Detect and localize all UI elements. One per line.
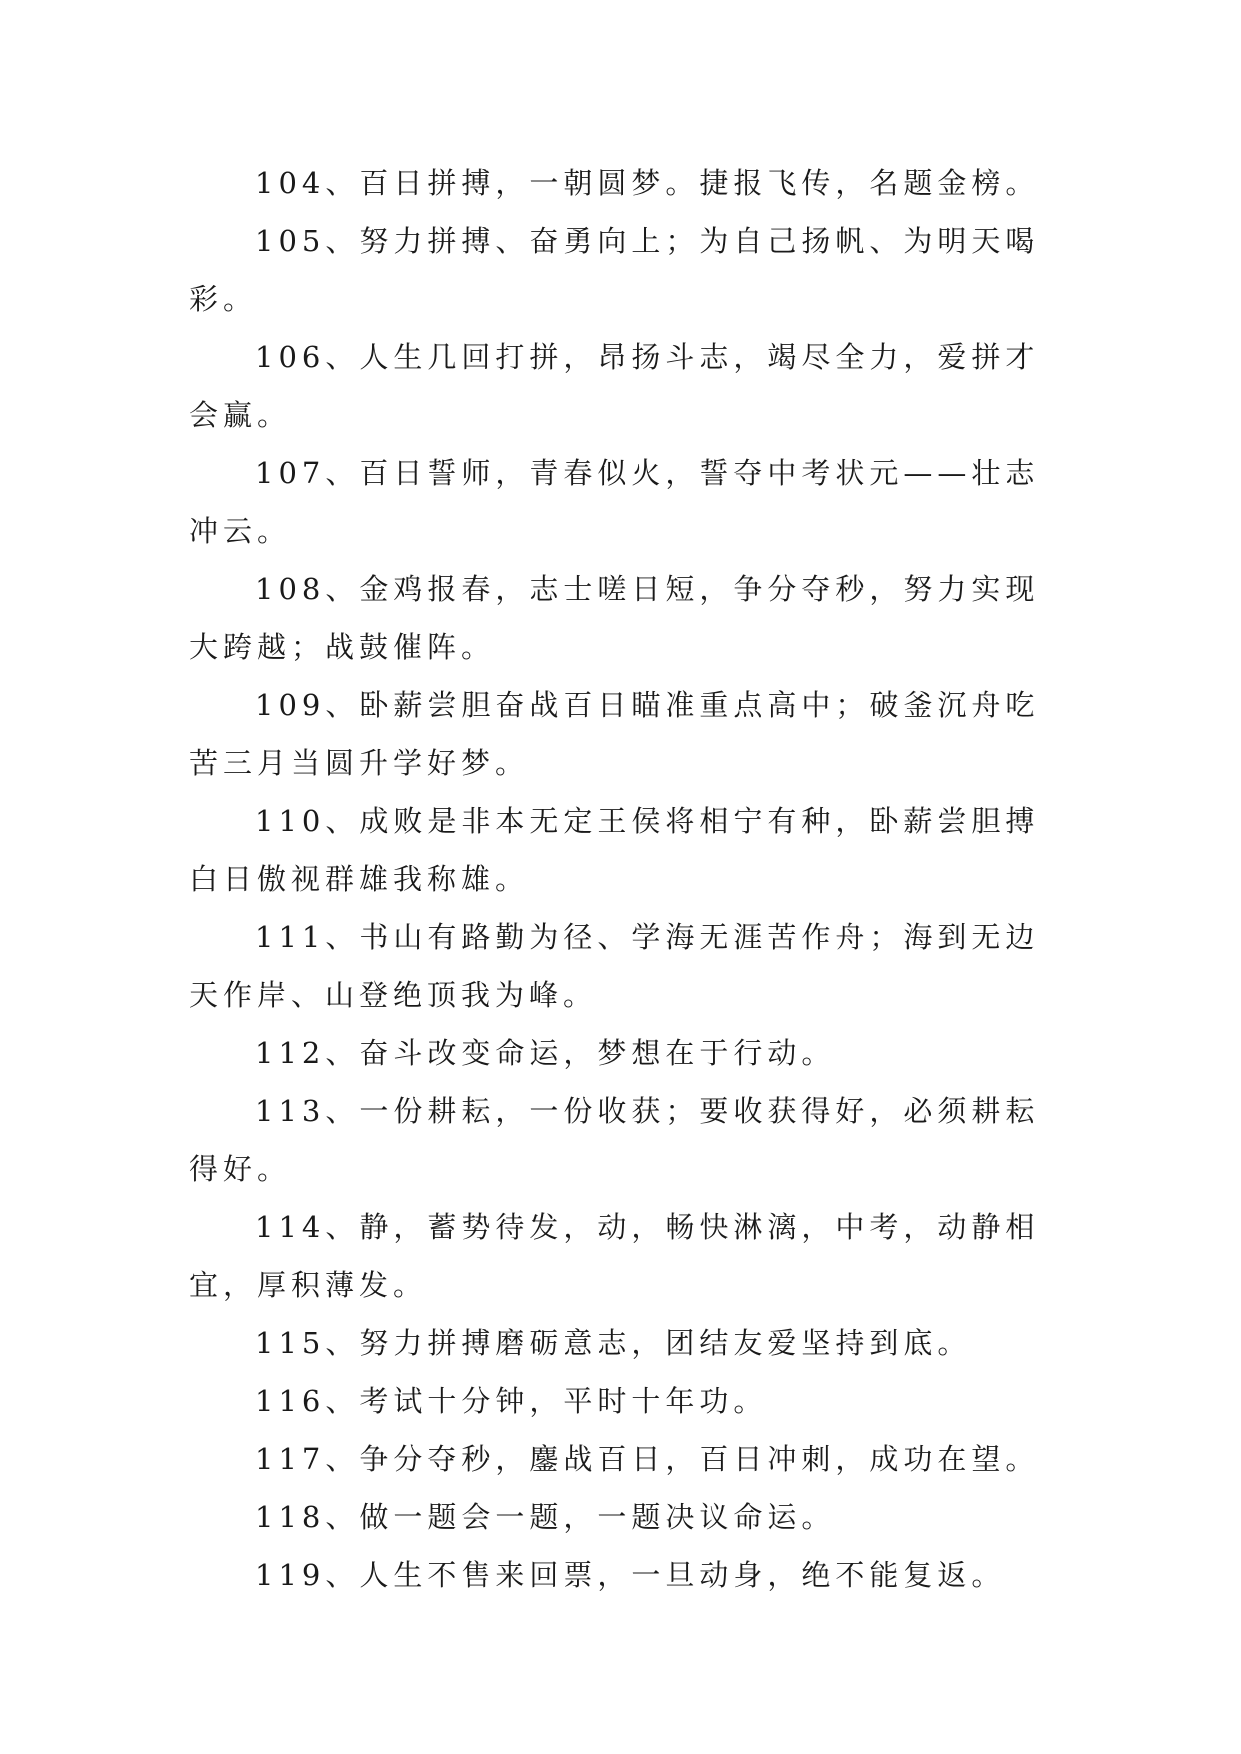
slogan-paragraph-104: 104、百日拼搏，一朝圆梦。捷报飞传，名题金榜。 <box>255 166 1040 200</box>
slogan-paragraph-105: 105、努力拼搏、奋勇向上；为自己扬帆、为明天喝彩。 <box>189 224 1040 316</box>
slogan-paragraph-116: 116、考试十分钟，平时十年功。 <box>255 1384 768 1418</box>
slogan-paragraph-110: 110、成败是非本无定王侯将相宁有种，卧薪尝胆搏白日傲视群雄我称雄。 <box>189 804 1040 896</box>
slogan-paragraph-107: 107、百日誓师，青春似火，誓夺中考状元——壮志冲云。 <box>189 456 1040 548</box>
slogan-paragraph-119: 119、人生不售来回票，一旦动身，绝不能复返。 <box>255 1558 1006 1592</box>
slogan-paragraph-106: 106、人生几回打拼，昂扬斗志，竭尽全力，爱拼才会赢。 <box>189 340 1040 432</box>
slogan-paragraph-115: 115、努力拼搏磨砺意志，团结友爱坚持到底。 <box>255 1326 972 1360</box>
slogan-paragraph-114: 114、静，蓄势待发，动，畅快淋漓，中考，动静相宜，厚积薄发。 <box>189 1210 1040 1302</box>
slogan-list <box>189 154 1069 1604</box>
slogan-paragraph-109: 109、卧薪尝胆奋战百日瞄准重点高中；破釜沉舟吃苦三月当圆升学好梦。 <box>189 688 1040 780</box>
slogan-paragraph-111: 111、书山有路勤为径、学海无涯苦作舟；海到无边天作岸、山登绝顶我为峰。 <box>189 920 1040 1012</box>
slogan-paragraph-112: 112、奋斗改变命运，梦想在于行动。 <box>255 1036 836 1070</box>
slogan-paragraph-118: 118、做一题会一题，一题决议命运。 <box>255 1500 836 1534</box>
slogan-paragraph-117: 117、争分夺秒，鏖战百日，百日冲刺，成功在望。 <box>255 1442 1040 1476</box>
slogan-paragraph-113: 113、一份耕耘，一份收获；要收获得好，必须耕耘得好。 <box>189 1094 1040 1186</box>
slogan-paragraph-108: 108、金鸡报春，志士嗟日短，争分夺秒，努力实现大跨越；战鼓催阵。 <box>189 572 1040 664</box>
